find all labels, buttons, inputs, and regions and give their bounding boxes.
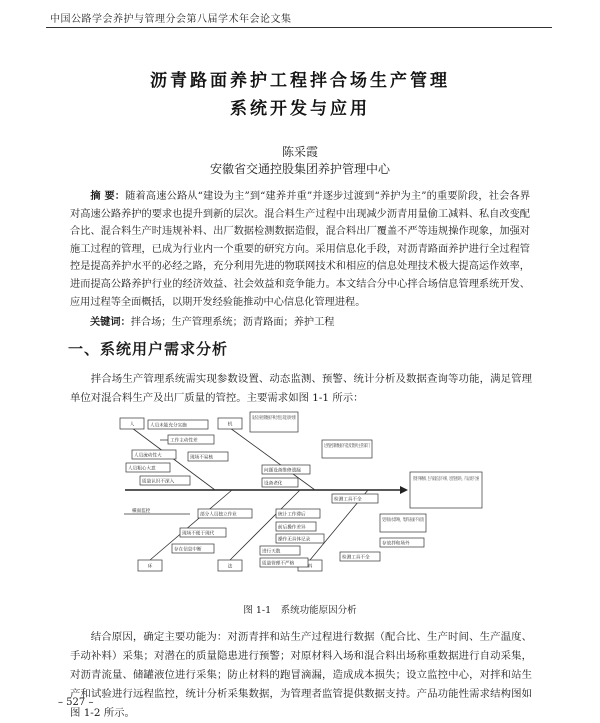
paragraph-1: 拌合场生产管理系统需实现参数设置、动态监测、预警、统计分析及数据查询等功能，满足管理单位对混合料生产及出厂质量的管控。主要需求如图 1-1 所示： — [70, 373, 532, 404]
cause-label: 设备老化 — [264, 481, 283, 487]
cause-label: 工作主动性差 — [170, 438, 198, 444]
section-heading: 一、系统用户需求分析 — [68, 340, 229, 358]
cause-label: 检测工具不全 — [334, 497, 362, 503]
cause-label: 统计工作滞后 — [278, 512, 306, 518]
cause-label: 进行天数 — [262, 549, 281, 555]
abstract-text: 随着高速公路从“建设为主”到“建养并重”并逐步过渡到“养护为主”的重要阶段，社会各界对高速公路养护的要求也提升到新的层次。混合料生产过程中出现减少沥青用量偷工减料、私自改变配合比、混合料生产时违规补料、出厂数据检测数据造假，混合料出厂覆盖不严等违规操作现象，加强对施工过程的管理，已成为行业内一个重要的研究方向。采用信息化手段，对沥青路面养护进行全过程管控是提高养护水平的必经之路，充分利用先进的物联网技术和相应的信息处理技术极大提高运作效率，进而提高公路养护行业的经济效益、社会效益和竞争能力。本文结合分中心拌合场信息管理系统开发、应用过程等全面概括，以期开发经验能推动中心信息化管理进程。 — [70, 191, 531, 308]
keywords-text: 拌合场；生产管理系统；沥青路面；养护工程 — [130, 317, 335, 328]
cause-label: 存在信息中断 — [174, 547, 202, 553]
author-affiliation: 安徽省交通控股集团养护管理中心 — [209, 162, 390, 176]
cause-label: 人员未能充分实施 — [150, 423, 187, 429]
outcome-label: 管理不够精细，生产质量信息不对称，过程管控缺失，产品出现不合格 — [413, 477, 556, 482]
cause-label: 人员粗心大意 — [128, 466, 156, 472]
cause-label: 操作无具体记录 — [278, 537, 311, 543]
cause-label: 检测工具不全 — [342, 555, 370, 561]
cause-box — [380, 514, 447, 532]
cause-label: 问题设备维修遗漏 — [264, 468, 301, 474]
page-number: – 527 – — [58, 697, 94, 708]
cause-label: 质量认识不深入 — [142, 479, 175, 485]
cause-label: 受到雨水影响，集料表面不易清 — [382, 518, 447, 523]
cause-box — [322, 440, 393, 458]
category-person: 人 — [129, 422, 135, 428]
cause-label: 人员流动性大 — [134, 453, 162, 459]
keywords-label: 关键词： — [90, 317, 131, 328]
spine-arrowhead — [400, 486, 408, 494]
figure-caption: 图 1-1 系统功能原因分析 — [243, 605, 357, 616]
cause-label: 橫面监控 — [132, 509, 151, 514]
cause-label: 现场不易核 — [190, 455, 213, 461]
abstract — [70, 188, 530, 311]
paper-title-line2: 系统开发与应用 — [230, 99, 370, 119]
keywords — [90, 313, 335, 328]
running-header: 中国公路学会养护与管理分会第八届学术年会论文集 — [50, 14, 292, 25]
cause-label: 过程控制数据不能反馈到主管部门 — [324, 444, 393, 449]
cause-box — [250, 412, 340, 432]
author-name: 陈采霞 — [281, 145, 318, 159]
cause-label: 现场不便于现代 — [182, 531, 215, 537]
header-rule — [46, 27, 552, 28]
category-ring: 环 — [147, 564, 153, 570]
paragraph-2: 结合原因，确定主要功能为：对沥青拌和站生产过程进行数据（配合比、生产时间、生产温度、手动补料）采集；对潜在的质量隐患进行预警；对原材料入场和混合料出场称重数据进行自动采集，对沥青流量、储罐液位进行采集；防止材料的跑冒滴漏，造成成本损失；设立监控中心，对拌和站生产和试验进行远程监控，统计分析采集数据，为管理者监管提供数据支持。产品功能性需求结构图如图 1-2 所示。 — [70, 631, 532, 719]
category-material: 料 — [307, 564, 313, 570]
category-machine: 机 — [227, 422, 233, 428]
paper-title-line1: 沥青路面养护工程拌合场生产管理 — [150, 71, 450, 91]
cause-label: 部分人员独立作业 — [200, 512, 237, 518]
cause-label: 前后操作差异 — [278, 525, 306, 531]
cause-label: 质量管理不严格 — [262, 561, 295, 567]
category-method: 法 — [227, 564, 233, 570]
cause-label: 存放拌和场外 — [382, 541, 410, 547]
abstract-label: 摘 要： — [90, 191, 126, 202]
cause-label: 设备自身控制数据不够合理且未能及时更新 — [252, 416, 340, 421]
fishbone-diagram — [110, 410, 556, 575]
